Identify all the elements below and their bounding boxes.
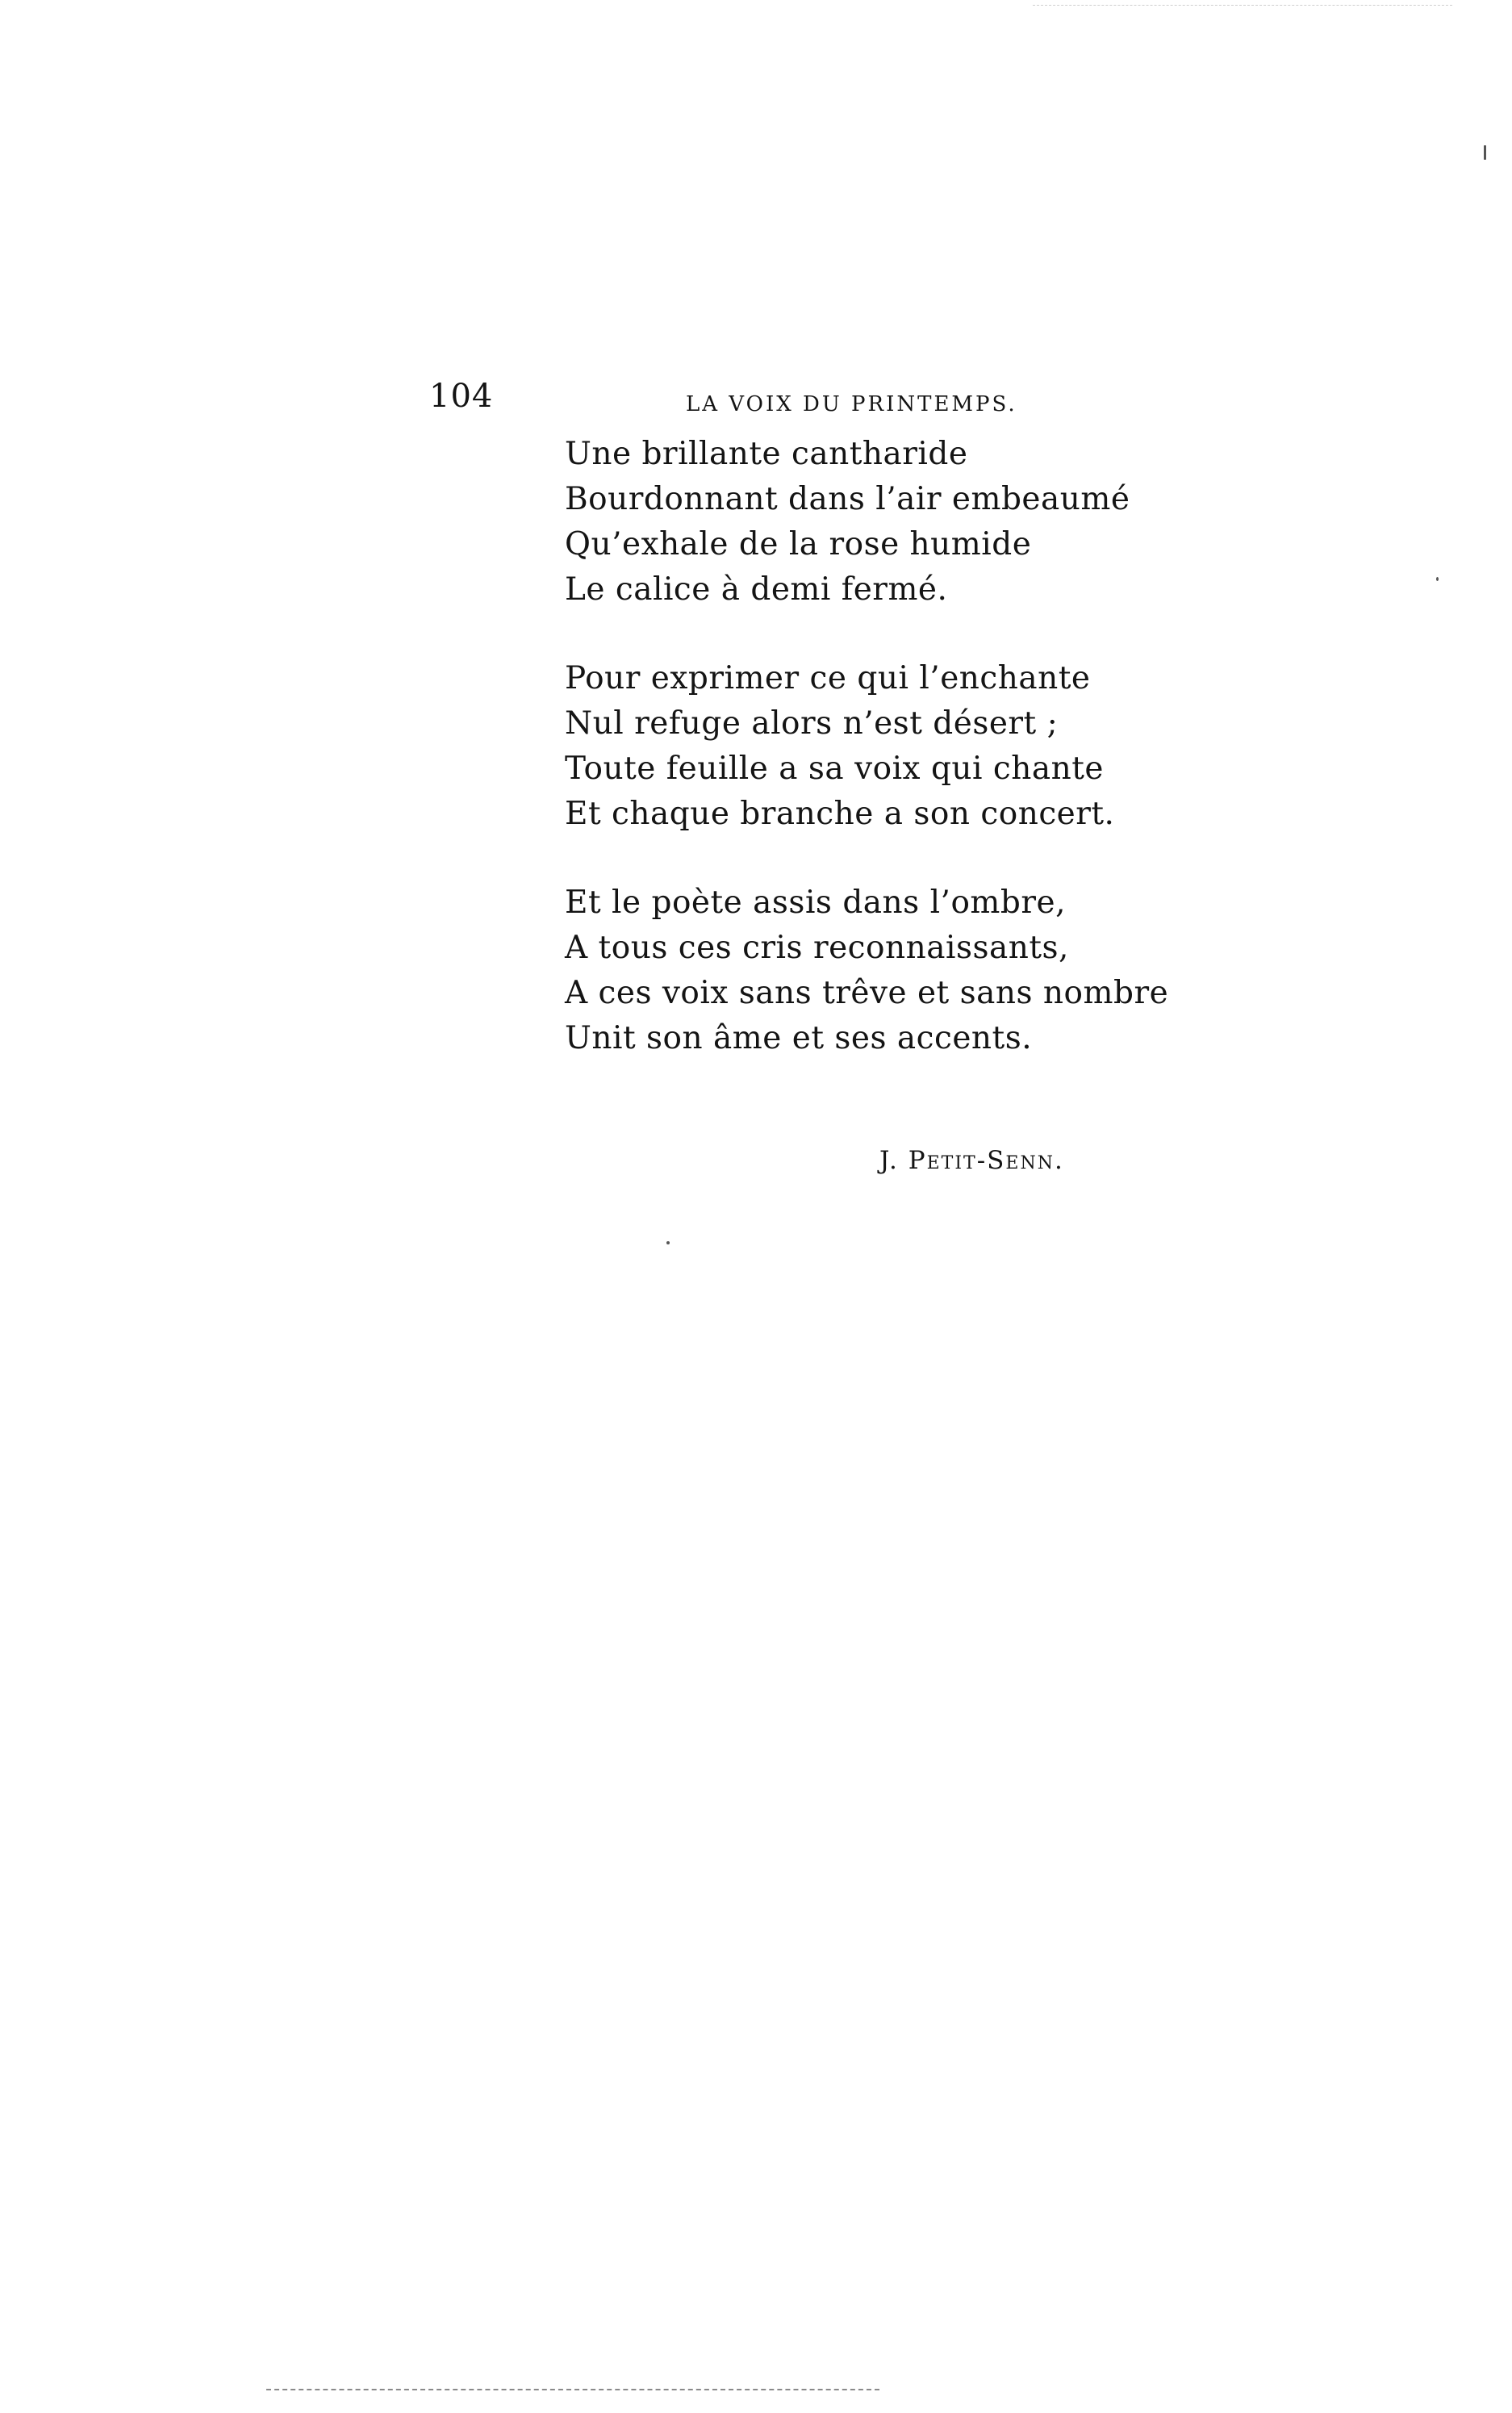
poem-line: Le calice à demi fermé. [565,571,948,608]
author-initial: J. [879,1146,899,1175]
poem-line: Pour exprimer ce qui l’enchante [565,660,1091,696]
scan-edge-mark [1033,5,1452,6]
ink-speck [666,1241,670,1244]
poem-line: A ces voix sans trêve et sans nombre [565,975,1169,1011]
poem [565,432,1169,1105]
running-title: LA VOIX DU PRINTEMPS. [686,392,1017,416]
page-number: 104 [429,378,494,415]
poem-line: Et le poète assis dans l’ombre, [565,884,1066,921]
poem-line: Nul refuge alors n’est désert ; [565,705,1059,742]
poem-line: Unit son âme et ses accents. [565,1020,1033,1056]
poem-line: Et chaque branche a son concert. [565,796,1115,832]
poem-line: Bourdonnant dans l’air embeaumé [565,481,1130,517]
poem-line: A tous ces cris reconnaissants, [565,930,1069,966]
author-name: Petit-Senn. [908,1146,1064,1175]
ink-speck [1436,577,1439,581]
stanza-1 [565,432,1146,613]
author-signature [879,1146,1064,1175]
stanza-3 [565,880,1169,1061]
stanza-2 [565,656,1146,837]
ink-speck [1484,145,1486,160]
poem-line: Toute feuille a sa voix qui chante [565,751,1104,787]
poem-line: Qu’exhale de la rose humide [565,526,1032,562]
poem-line: Une brillante cantharide [565,436,968,472]
scan-edge-mark [266,2389,879,2390]
